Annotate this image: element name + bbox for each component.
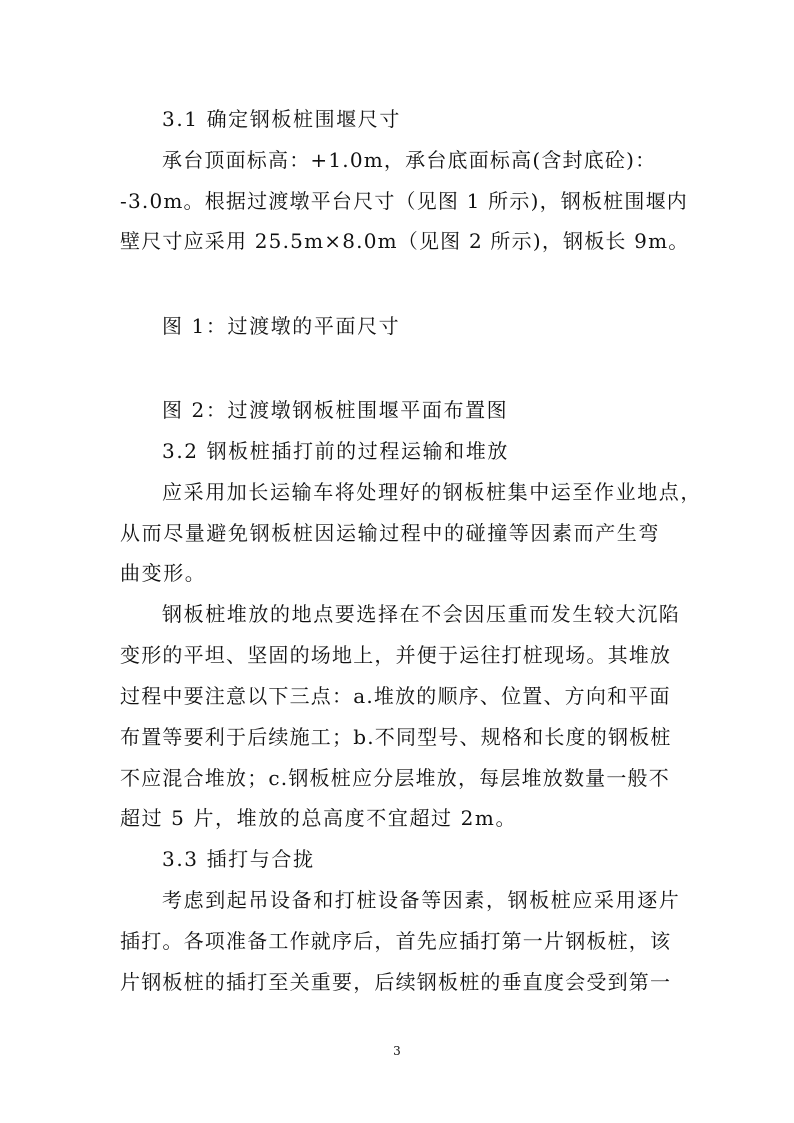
paragraph-line: 不应混合堆放；c.钢板桩应分层堆放，每层堆放数量一般不: [120, 766, 670, 790]
paragraph-line: 布置等要利于后续施工；b.不同型号、规格和长度的钢板桩: [120, 725, 672, 749]
section-heading-3-2: 3.2 钢板桩插打前的过程运输和堆放: [162, 439, 509, 463]
paragraph-line: 插打。各项准备工作就序后，首先应插打第一片钢板桩，该: [120, 929, 672, 953]
paragraph-line: 片钢板桩的插打至关重要，后续钢板桩的垂直度会受到第一: [120, 970, 672, 994]
paragraph-line: 考虑到起吊设备和打桩设备等因素，钢板桩应采用逐片: [162, 888, 681, 912]
paragraph-line: 承台顶面标高：+1.0m，承台底面标高(含封底砼)：: [162, 148, 657, 172]
paragraph-line: 超过 5 片，堆放的总高度不宜超过 2m。: [120, 806, 518, 830]
paragraph-line: 壁尺寸应采用 25.5m×8.0m（见图 2 所示)，钢板长 9m。: [120, 229, 690, 253]
section-heading-3-3: 3.3 插打与合拢: [162, 847, 315, 871]
figure-caption-2: 图 2：过渡墩钢板桩围堰平面布置图: [162, 398, 509, 422]
section-heading-3-1: 3.1 确定钢板桩围堰尺寸: [162, 107, 401, 131]
figure-caption-1: 图 1：过渡墩的平面尺寸: [162, 314, 401, 338]
paragraph-line: 钢板桩堆放的地点要选择在不会因压重而发生较大沉陷: [162, 602, 681, 626]
paragraph-line: 应采用加长运输车将处理好的钢板桩集中运至作业地点，: [162, 480, 702, 504]
page-number: 3: [393, 1044, 401, 1058]
paragraph-line: 从而尽量避免钢板桩因运输过程中的碰撞等因素而产生弯: [120, 521, 660, 545]
paragraph-line: 过程中要注意以下三点：a.堆放的顺序、位置、方向和平面: [120, 684, 671, 708]
paragraph-line: 变形的平坦、坚固的场地上，并便于运往打桩现场。其堆放: [120, 643, 672, 667]
paragraph-line: 曲变形。: [120, 561, 207, 585]
paragraph-line: -3.0m。根据过渡墩平台尺寸（见图 1 所示)，钢板桩围堰内: [120, 189, 688, 213]
